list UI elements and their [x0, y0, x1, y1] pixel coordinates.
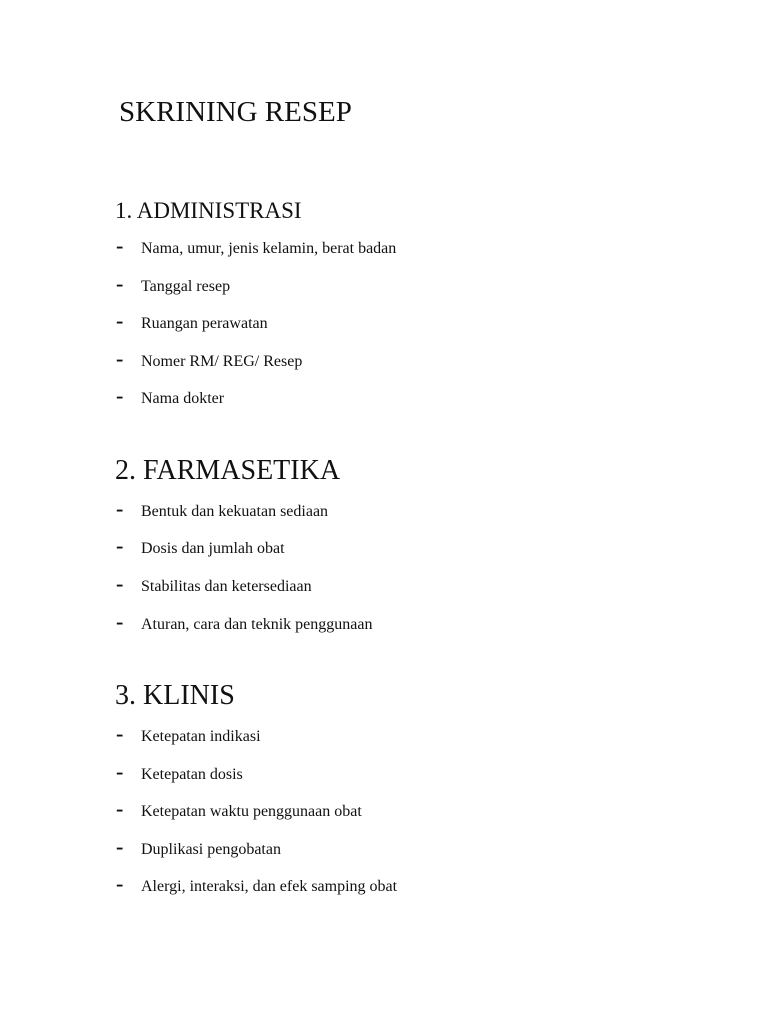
- list-item: [0, 346, 700, 373]
- list-item-label: Duplikasi pengobatan: [141, 841, 281, 858]
- list-item: [0, 383, 700, 410]
- list-item: [0, 571, 700, 598]
- list-item-label: Stabilitas dan ketersediaan: [141, 578, 312, 595]
- list-item: [0, 533, 700, 560]
- bullet-dash: -: [116, 533, 124, 558]
- list-item-label: Aturan, cara dan teknik penggunaan: [141, 616, 373, 633]
- bullet-dash: -: [116, 346, 124, 371]
- list-item: [0, 233, 700, 260]
- bullet-dash: -: [116, 834, 124, 859]
- list-item: [0, 871, 700, 898]
- list-item-label: Ketepatan indikasi: [141, 728, 261, 745]
- list-item: [0, 609, 700, 636]
- bullet-dash: -: [116, 383, 124, 408]
- list-item-label: Alergi, interaksi, dan efek samping obat: [141, 878, 398, 895]
- bullet-dash: -: [116, 796, 124, 821]
- list-item: [0, 271, 700, 298]
- bullet-dash: -: [116, 721, 124, 746]
- bullet-dash: -: [116, 571, 124, 596]
- bullet-dash: -: [116, 233, 124, 258]
- bullet-dash: -: [116, 871, 124, 896]
- section-heading: 2. FARMASETIKA: [115, 455, 341, 486]
- section-heading: 3. KLINIS: [115, 680, 235, 711]
- bullet-dash: -: [116, 496, 124, 521]
- list-item-label: Nomer RM/ REG/ Resep: [141, 353, 303, 370]
- list-item-label: Nama, umur, jenis kelamin, berat badan: [141, 240, 397, 257]
- list-item: [0, 721, 700, 748]
- list-item-label: Tanggal resep: [141, 278, 231, 295]
- document-title: SKRINING RESEP: [119, 96, 352, 128]
- list-item-label: Ketepatan waktu penggunaan obat: [141, 803, 362, 820]
- bullet-dash: -: [116, 609, 124, 634]
- list-item-label: Ketepatan dosis: [141, 766, 243, 783]
- bullet-dash: -: [116, 271, 124, 296]
- list-item: [0, 308, 700, 335]
- bullet-dash: -: [116, 308, 124, 333]
- list-item: [0, 759, 700, 786]
- list-item-label: Dosis dan jumlah obat: [141, 540, 285, 557]
- bullet-dash: -: [116, 759, 124, 784]
- list-item: [0, 834, 700, 861]
- list-item: [0, 796, 700, 823]
- list-item-label: Bentuk dan kekuatan sediaan: [141, 503, 329, 520]
- list-item-label: Ruangan perawatan: [141, 315, 268, 332]
- list-item: [0, 496, 700, 523]
- list-item-label: Nama dokter: [141, 390, 225, 407]
- section-heading: 1. ADMINISTRASI: [115, 198, 302, 223]
